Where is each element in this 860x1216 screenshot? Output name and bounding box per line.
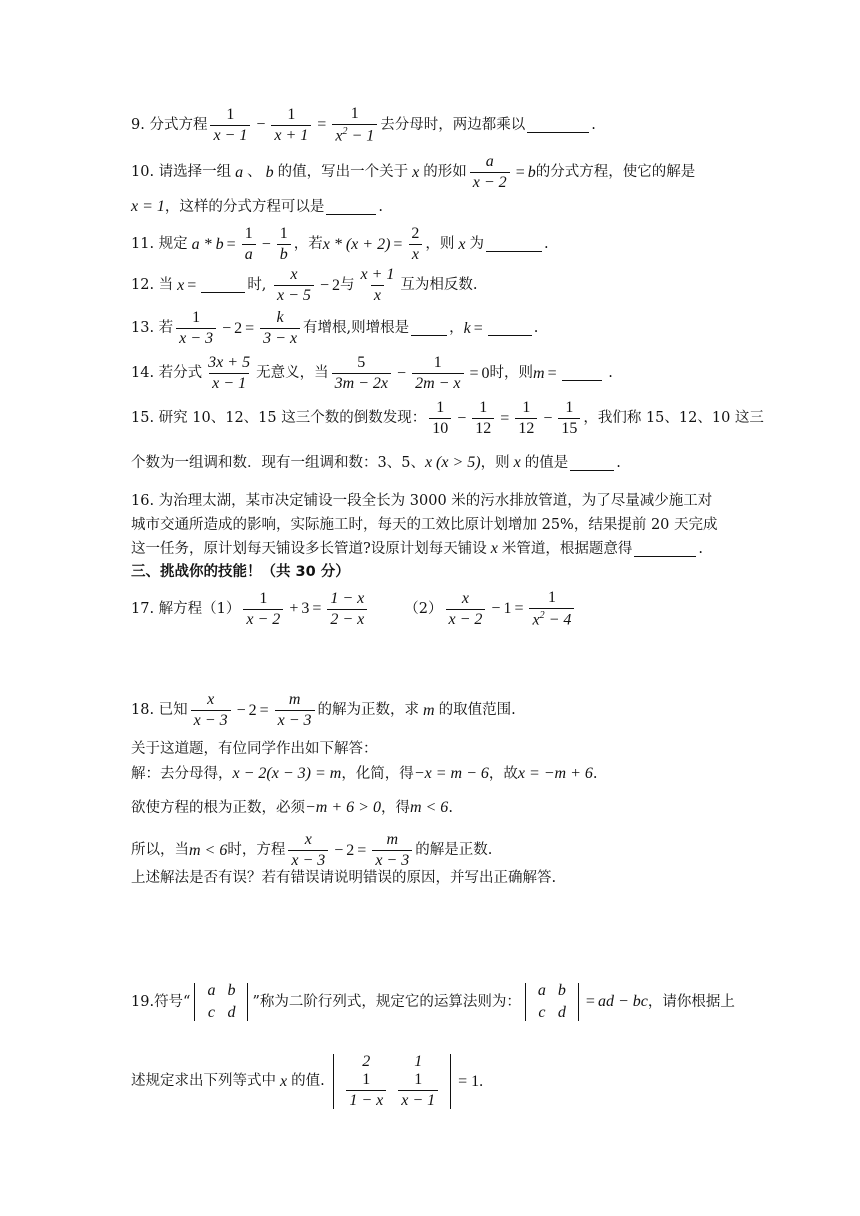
fraction: $\frac{1}{x - 1}$ [210, 107, 250, 144]
fraction: $\frac{1}{15}$ [558, 400, 580, 437]
question-14: 14. 若分式 $\frac{3x + 5}{x - 1}$ 无意义，当 $\frac{5}{3m - 2x}$ − $\frac{1}{2m - x}$ = 0 时，则 m = . [131, 354, 613, 392]
answer-blank[interactable] [488, 321, 532, 336]
fraction: 2 1 [362, 1053, 371, 1088]
answer-blank[interactable] [527, 118, 589, 133]
answer-blank[interactable] [562, 366, 602, 381]
fraction: $\frac{1}{2m - x}$ [412, 355, 463, 392]
question-number: 18. [131, 702, 155, 719]
question-18: 18. 已知 $\frac{x}{x - 3}$ − 2 = $\frac{m}{x - 3}$ 的解为正数，求 m 的取值范围. [131, 691, 516, 729]
fraction: $\frac{x}{x - 3}$ [191, 692, 231, 729]
question-number: 12. [131, 277, 155, 294]
answer-blank[interactable] [486, 237, 542, 252]
answer-blank[interactable] [411, 321, 447, 336]
question-16-line-2: 城市交通所造成的影响，实际施工时，每天的工效比原计划增加 25%，结果提前 20 天完成 [131, 517, 718, 533]
question-17: 17. 解方程（1） $\frac{1}{x - 2}$ + 3 = $\frac{1 - x}{2 - x}$ （2） $\frac{x}{x - 2}$ − 1 = $\frac{1}{x^2 - 4}$ [131, 590, 577, 628]
fraction: $\frac{x}{x - 2}$ [446, 591, 486, 628]
fraction: $\frac{5}{3m - 2x}$ [332, 355, 391, 392]
fraction: $\frac{x}{x - 3}$ [288, 832, 328, 869]
question-15: 15. 研究 10、12、15 这三个数的倒数发现： $\frac{1}{10}$ − $\frac{1}{12}$ = $\frac{1}{12}$ − $\frac{1}{15}$ ，我们称 15、12、10 这三 [131, 399, 764, 437]
answer-blank[interactable] [570, 456, 614, 471]
question-15-line-2: 个数为一组调和数．现有一组调和数：3、5、 x (x > 5) ，则 x 的值是 . [131, 454, 621, 471]
question-16-line-3: 这一任务，原计划每天铺设多长管道?设原计划每天铺设 x 米管道，根据题意得 . [131, 540, 703, 557]
question-16: 16. 为治理太湖，某市决定铺设一段全长为 3000 米的污水排放管道，为了尽量减少施工对 [131, 493, 713, 509]
question-12: 12. 当 x = 时, $\frac{x}{x - 5}$ − 2 与 $\frac{x + 1}{x}$ 互为相反数. [131, 266, 478, 304]
fraction: $\frac{2}{x}$ [408, 226, 422, 263]
fraction: $\frac{x}{x - 5}$ [274, 267, 314, 304]
answer-blank[interactable] [201, 278, 245, 293]
section-heading: 三、挑战你的技能！（共 30 分） [131, 564, 350, 580]
question-13: 13. 若 $\frac{1}{x - 3}$ − 2 = $\frac{k}{3 - x}$ 有增根,则增根是 ， k = . [131, 309, 539, 347]
fraction: $\frac{1}{x - 3}$ [176, 310, 216, 347]
fraction: $\frac{m}{x - 3}$ [275, 692, 315, 729]
question-10: 10. 请选择一组 a 、 b 的值，写出一个关于 x 的形如 $\frac{a}{x - 2}$ = b 的分式方程，使它的解是 [131, 153, 696, 191]
fraction: $\frac{x + 1}{x}$ [360, 266, 395, 304]
question-18-line-5: 所以，当 m < 6 时，方程 $\frac{x}{x - 3}$ − 2 = $\frac{m}{x - 3}$ 的解是正数. [131, 831, 493, 869]
question-11: 11. 规定 a * b = $\frac{1}{a}$ − $\frac{1}{b}$ ，若 x * (x + 2) = $\frac{2}{x}$ ，则 x 为 . [131, 225, 549, 263]
fraction: $\frac{a}{x - 2}$ [470, 154, 510, 191]
question-number: 19. [131, 993, 155, 1010]
question-number: 16. [131, 493, 155, 509]
question-19-line-2: 述规定求出下列等式中 x 的值. 2 1 1 − x 1 1 x − 1 = 1. [131, 1053, 484, 1109]
question-18-line-3: 解：去分母得， x − 2(x − 3) = m ，化简，得 −x = m − 6 ，故 x = −m + 6 . [131, 765, 598, 782]
question-number: 10. [131, 164, 155, 181]
fraction: $\frac{1}{b}$ [277, 226, 291, 263]
fraction: $\frac{1}{x - 2}$ [243, 591, 283, 628]
fraction: $\frac{k}{3 - x}$ [260, 310, 300, 347]
question-18-line-4: 欲使方程的根为正数，必须 −m + 6 > 0 ，得 m < 6 . [131, 799, 453, 816]
question-9: 9. 分式方程 $\frac{1}{x - 1}$ − $\frac{1}{x + 1}$ = $\frac{1}{x^2 - 1}$ 去分母时，两边都乘以 . [131, 105, 596, 145]
question-number: 11. [131, 236, 155, 253]
determinant: 2 1 1 − x 1 1 x − 1 [333, 1054, 451, 1109]
fraction: $\frac{m}{x - 3}$ [372, 832, 412, 869]
fraction: $\frac{1}{x^2 - 1}$ [332, 106, 377, 144]
answer-blank[interactable] [326, 200, 376, 215]
fraction: $\frac{1}{x^2 - 4}$ [529, 590, 574, 628]
fraction: 1 1 [414, 1053, 423, 1088]
question-number: 14. [131, 365, 155, 382]
fraction: $\frac{1}{x + 1}$ [271, 107, 311, 144]
question-10-line-2: x = 1 ，这样的分式方程可以是 . [131, 198, 384, 215]
determinant: a c b d [525, 983, 579, 1021]
question-18-line-2: 关于这道题，有位同学作出如下解答： [131, 741, 378, 757]
fraction: $\frac{1}{12}$ [515, 400, 537, 437]
question-number: 13. [131, 320, 155, 337]
fraction: $\frac{3x + 5}{x - 1}$ [208, 354, 251, 392]
question-number: 15. [131, 410, 155, 427]
answer-blank[interactable] [634, 542, 696, 557]
fraction: $\frac{1}{12}$ [472, 400, 494, 437]
question-19: 19. 符号“ a c b d ”称为二阶行列式，规定它的运算法则为： a c b d = ad − bc ，请你根据上 [131, 982, 735, 1021]
determinant: a c b d [194, 983, 248, 1021]
question-18-line-6: 上述解法是否有误？若有错误请说明错误的原因，并写出正确解答. [131, 870, 557, 886]
fraction: $\frac{1}{a}$ [242, 226, 256, 263]
fraction: $\frac{1}{10}$ [429, 400, 451, 437]
question-number: 17. [131, 600, 155, 617]
question-number: 9. [131, 116, 145, 133]
fraction: $\frac{1 - x}{2 - x}$ [327, 591, 367, 628]
